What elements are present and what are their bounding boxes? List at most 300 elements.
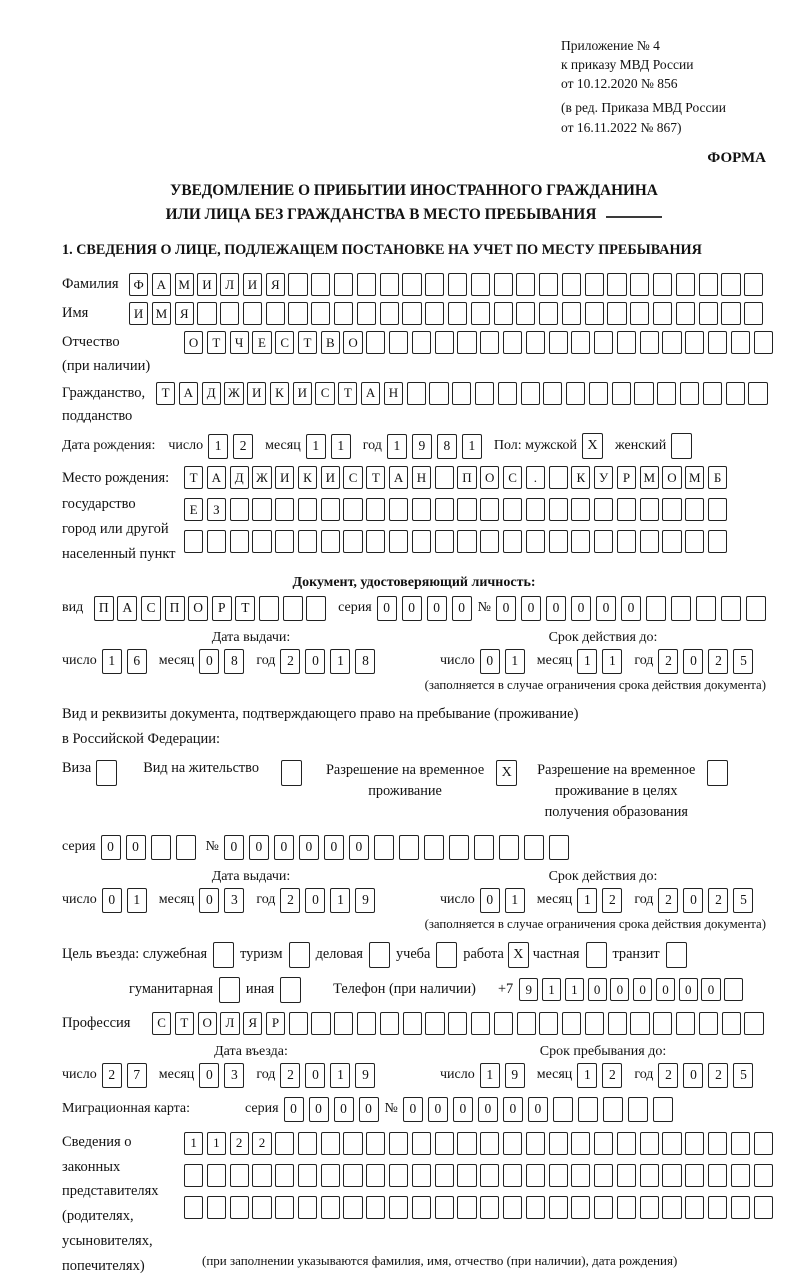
stay-year-input[interactable]	[658, 1063, 753, 1088]
phone-input[interactable]	[519, 978, 743, 1001]
form-cell[interactable]	[435, 331, 454, 354]
form-cell[interactable]	[721, 302, 740, 325]
form-cell[interactable]	[526, 1164, 545, 1187]
form-cell[interactable]	[457, 1132, 476, 1155]
form-cell[interactable]	[685, 498, 704, 521]
form-cell[interactable]	[526, 498, 545, 521]
form-cell[interactable]	[549, 530, 568, 553]
form-cell[interactable]	[343, 498, 362, 521]
birth-year-input[interactable]	[387, 434, 482, 459]
form-cell[interactable]	[724, 978, 743, 1001]
form-cell[interactable]: А	[207, 466, 226, 489]
form-cell[interactable]: 0	[402, 596, 422, 621]
form-cell[interactable]	[708, 530, 727, 553]
form-cell[interactable]	[721, 596, 741, 621]
form-cell[interactable]	[412, 1196, 431, 1219]
form-cell[interactable]	[471, 273, 490, 296]
form-cell[interactable]: Д	[202, 382, 221, 405]
form-cell[interactable]	[334, 273, 353, 296]
form-cell[interactable]	[549, 331, 568, 354]
citizenship-input[interactable]	[156, 382, 768, 405]
purpose-other-checkbox[interactable]	[280, 977, 301, 1003]
form-cell[interactable]: И	[293, 382, 312, 405]
form-cell[interactable]: У	[594, 466, 613, 489]
form-cell[interactable]	[151, 835, 171, 860]
form-cell[interactable]	[425, 1012, 444, 1035]
form-cell[interactable]	[594, 530, 613, 553]
form-cell[interactable]	[708, 1132, 727, 1155]
form-cell[interactable]: 0	[480, 888, 500, 913]
form-cell[interactable]	[685, 331, 704, 354]
form-cell[interactable]: Т	[175, 1012, 194, 1035]
form-cell[interactable]	[662, 1164, 681, 1187]
form-cell[interactable]	[184, 1196, 203, 1219]
form-cell[interactable]	[676, 1012, 695, 1035]
form-cell[interactable]: 5	[733, 1063, 753, 1088]
form-cell[interactable]: Я	[266, 273, 285, 296]
birth-month-input[interactable]	[306, 434, 351, 459]
form-cell[interactable]	[425, 302, 444, 325]
form-cell[interactable]: 0	[305, 888, 325, 913]
form-cell[interactable]: 1	[330, 649, 350, 674]
form-cell[interactable]	[526, 1196, 545, 1219]
form-cell[interactable]	[280, 977, 301, 1003]
form-cell[interactable]	[653, 1012, 672, 1035]
form-cell[interactable]	[699, 302, 718, 325]
purpose-study-checkbox[interactable]	[436, 942, 457, 968]
form-cell[interactable]: Ж	[252, 466, 271, 489]
form-cell[interactable]	[617, 331, 636, 354]
form-cell[interactable]: А	[179, 382, 198, 405]
form-cell[interactable]	[429, 382, 448, 405]
form-cell[interactable]: 0	[101, 835, 121, 860]
form-cell[interactable]	[366, 1196, 385, 1219]
form-cell[interactable]	[480, 1196, 499, 1219]
form-cell[interactable]	[452, 382, 471, 405]
form-cell[interactable]	[594, 1196, 613, 1219]
form-cell[interactable]: 1	[505, 888, 525, 913]
form-cell[interactable]	[549, 466, 568, 489]
form-cell[interactable]	[640, 1164, 659, 1187]
form-cell[interactable]	[448, 1012, 467, 1035]
form-cell[interactable]: Н	[384, 382, 403, 405]
form-cell[interactable]	[275, 530, 294, 553]
form-cell[interactable]	[562, 302, 581, 325]
form-cell[interactable]	[448, 273, 467, 296]
form-cell[interactable]	[288, 302, 307, 325]
form-cell[interactable]: О	[188, 596, 208, 621]
form-cell[interactable]: 0	[249, 835, 269, 860]
form-cell[interactable]: Д	[230, 466, 249, 489]
form-cell[interactable]	[366, 530, 385, 553]
permit-issue-year-input[interactable]	[280, 888, 375, 913]
purpose-transit-checkbox[interactable]	[666, 942, 687, 968]
form-cell[interactable]	[480, 530, 499, 553]
form-cell[interactable]: П	[94, 596, 114, 621]
form-cell[interactable]	[503, 1132, 522, 1155]
form-cell[interactable]	[275, 1132, 294, 1155]
form-cell[interactable]: С	[275, 331, 294, 354]
purpose-private-checkbox[interactable]	[586, 942, 607, 968]
form-cell[interactable]	[571, 1164, 590, 1187]
form-cell[interactable]	[298, 1164, 317, 1187]
form-cell[interactable]: Т	[298, 331, 317, 354]
sex-male-checkbox[interactable]	[582, 433, 603, 459]
form-cell[interactable]	[435, 498, 454, 521]
form-cell[interactable]	[412, 1164, 431, 1187]
form-cell[interactable]	[744, 302, 763, 325]
form-cell[interactable]	[266, 302, 285, 325]
birth-place-row1-input[interactable]	[184, 466, 727, 489]
form-cell[interactable]: 9	[412, 434, 432, 459]
form-cell[interactable]	[380, 302, 399, 325]
form-cell[interactable]	[594, 331, 613, 354]
form-cell[interactable]: 0	[324, 835, 344, 860]
form-cell[interactable]: 0	[633, 978, 652, 1001]
form-cell[interactable]: И	[197, 273, 216, 296]
form-cell[interactable]	[357, 1012, 376, 1035]
form-cell[interactable]: .	[526, 466, 545, 489]
form-cell[interactable]: 2	[252, 1132, 271, 1155]
form-cell[interactable]	[549, 1132, 568, 1155]
patronymic-input[interactable]	[184, 331, 773, 354]
form-cell[interactable]: Т	[156, 382, 175, 405]
form-cell[interactable]: С	[315, 382, 334, 405]
stay-day-input[interactable]	[480, 1063, 525, 1088]
form-cell[interactable]: 1	[208, 434, 228, 459]
residence-permit-checkbox[interactable]	[281, 760, 302, 786]
form-cell[interactable]: 1	[184, 1132, 203, 1155]
form-cell[interactable]	[539, 302, 558, 325]
form-cell[interactable]	[594, 498, 613, 521]
form-cell[interactable]: Ч	[230, 331, 249, 354]
form-cell[interactable]	[380, 1012, 399, 1035]
form-cell[interactable]	[435, 1132, 454, 1155]
form-cell[interactable]	[407, 382, 426, 405]
form-cell[interactable]: Б	[708, 466, 727, 489]
form-cell[interactable]: В	[321, 331, 340, 354]
form-cell[interactable]: 0	[621, 596, 641, 621]
form-cell[interactable]	[457, 1196, 476, 1219]
form-cell[interactable]: И	[129, 302, 148, 325]
birth-place-row2-input[interactable]	[184, 498, 727, 521]
form-cell[interactable]	[676, 302, 695, 325]
entry-month-input[interactable]	[199, 1063, 244, 1088]
form-cell[interactable]	[207, 1196, 226, 1219]
form-cell[interactable]: 0	[224, 835, 244, 860]
form-cell[interactable]	[435, 530, 454, 553]
form-cell[interactable]: 0	[521, 596, 541, 621]
permit-valid-day-input[interactable]	[480, 888, 525, 913]
doc-valid-day-input[interactable]	[480, 649, 525, 674]
visa-checkbox[interactable]	[96, 760, 117, 786]
form-cell[interactable]	[603, 1097, 623, 1122]
form-cell[interactable]	[499, 835, 519, 860]
form-cell[interactable]: 0	[377, 596, 397, 621]
form-cell[interactable]	[707, 760, 728, 786]
permit-number-input[interactable]	[224, 835, 569, 860]
form-cell[interactable]: Я	[243, 1012, 262, 1035]
form-cell[interactable]: Ф	[129, 273, 148, 296]
form-cell[interactable]	[207, 530, 226, 553]
form-cell[interactable]	[283, 596, 303, 621]
form-cell[interactable]	[243, 302, 262, 325]
form-cell[interactable]: Р	[617, 466, 636, 489]
form-cell[interactable]: 2	[233, 434, 253, 459]
form-cell[interactable]	[334, 1012, 353, 1035]
form-cell[interactable]	[389, 331, 408, 354]
doc-type-input[interactable]	[94, 596, 326, 621]
form-cell[interactable]	[412, 498, 431, 521]
form-cell[interactable]: 1	[577, 649, 597, 674]
sex-female-checkbox[interactable]	[671, 433, 692, 459]
entry-year-input[interactable]	[280, 1063, 375, 1088]
form-cell[interactable]: Р	[266, 1012, 285, 1035]
form-cell[interactable]	[289, 1012, 308, 1035]
doc-valid-month-input[interactable]	[577, 649, 622, 674]
form-cell[interactable]	[685, 1164, 704, 1187]
form-cell[interactable]: 0	[334, 1097, 354, 1122]
purpose-tourism-checkbox[interactable]	[289, 942, 310, 968]
form-cell[interactable]: 8	[437, 434, 457, 459]
form-cell[interactable]	[425, 273, 444, 296]
form-cell[interactable]: 2	[602, 888, 622, 913]
form-cell[interactable]	[298, 1132, 317, 1155]
form-cell[interactable]: И	[243, 273, 262, 296]
form-cell[interactable]	[494, 273, 513, 296]
form-cell[interactable]	[748, 382, 767, 405]
form-cell[interactable]	[311, 1012, 330, 1035]
form-cell[interactable]: Л	[220, 1012, 239, 1035]
form-cell[interactable]	[503, 1164, 522, 1187]
form-cell[interactable]	[343, 1164, 362, 1187]
profession-input[interactable]	[152, 1012, 764, 1035]
form-cell[interactable]	[343, 1196, 362, 1219]
form-cell[interactable]: 8	[224, 649, 244, 674]
form-cell[interactable]	[275, 1164, 294, 1187]
doc-issue-month-input[interactable]	[199, 649, 244, 674]
form-cell[interactable]	[607, 273, 626, 296]
form-cell[interactable]	[680, 382, 699, 405]
form-cell[interactable]: 0	[284, 1097, 304, 1122]
form-cell[interactable]	[503, 1196, 522, 1219]
purpose-humanitarian-checkbox[interactable]	[219, 977, 240, 1003]
form-cell[interactable]: 2	[280, 1063, 300, 1088]
form-cell[interactable]	[699, 273, 718, 296]
form-cell[interactable]: 0	[428, 1097, 448, 1122]
stay-month-input[interactable]	[577, 1063, 622, 1088]
form-cell[interactable]	[96, 760, 117, 786]
form-cell[interactable]: 0	[588, 978, 607, 1001]
form-cell[interactable]	[311, 273, 330, 296]
form-cell[interactable]	[562, 273, 581, 296]
form-cell[interactable]: 0	[305, 649, 325, 674]
form-cell[interactable]	[259, 596, 279, 621]
form-cell[interactable]: 3	[224, 1063, 244, 1088]
form-cell[interactable]	[357, 273, 376, 296]
form-cell[interactable]	[746, 596, 766, 621]
form-cell[interactable]: Т	[207, 331, 226, 354]
form-cell[interactable]	[703, 382, 722, 405]
form-cell[interactable]: Т	[235, 596, 255, 621]
form-cell[interactable]	[475, 382, 494, 405]
form-cell[interactable]: 2	[708, 888, 728, 913]
form-cell[interactable]: 0	[679, 978, 698, 1001]
form-cell[interactable]	[608, 1012, 627, 1035]
form-cell[interactable]: З	[207, 498, 226, 521]
form-cell[interactable]	[526, 331, 545, 354]
form-cell[interactable]	[628, 1097, 648, 1122]
doc-issue-day-input[interactable]	[102, 649, 147, 674]
form-cell[interactable]	[571, 1132, 590, 1155]
form-cell[interactable]: 1	[102, 649, 122, 674]
form-cell[interactable]: 1	[462, 434, 482, 459]
form-cell[interactable]	[685, 1196, 704, 1219]
entry-day-input[interactable]	[102, 1063, 147, 1088]
form-cell[interactable]	[389, 1164, 408, 1187]
form-cell[interactable]: О	[343, 331, 362, 354]
doc-series-input[interactable]	[377, 596, 472, 621]
form-cell[interactable]: 1	[577, 888, 597, 913]
form-cell[interactable]	[653, 1097, 673, 1122]
form-cell[interactable]: 0	[199, 888, 219, 913]
form-cell[interactable]: 9	[355, 888, 375, 913]
form-cell[interactable]	[176, 835, 196, 860]
form-cell[interactable]	[526, 530, 545, 553]
representatives-row3-input[interactable]	[184, 1196, 773, 1219]
form-cell[interactable]: 0	[546, 596, 566, 621]
form-cell[interactable]	[708, 498, 727, 521]
permit-valid-year-input[interactable]	[658, 888, 753, 913]
form-cell[interactable]	[252, 1164, 271, 1187]
form-cell[interactable]	[435, 466, 454, 489]
form-cell[interactable]	[617, 1164, 636, 1187]
form-cell[interactable]	[306, 596, 326, 621]
form-cell[interactable]	[435, 1164, 454, 1187]
form-cell[interactable]	[503, 331, 522, 354]
form-cell[interactable]: 1	[480, 1063, 500, 1088]
form-cell[interactable]	[412, 331, 431, 354]
form-cell[interactable]	[539, 1012, 558, 1035]
form-cell[interactable]	[402, 273, 421, 296]
form-cell[interactable]: С	[152, 1012, 171, 1035]
form-cell[interactable]	[666, 942, 687, 968]
form-cell[interactable]	[389, 1196, 408, 1219]
form-cell[interactable]: 2	[102, 1063, 122, 1088]
form-cell[interactable]	[230, 1196, 249, 1219]
form-cell[interactable]	[754, 1196, 773, 1219]
form-cell[interactable]	[197, 302, 216, 325]
form-cell[interactable]	[403, 1012, 422, 1035]
form-cell[interactable]	[653, 302, 672, 325]
form-cell[interactable]	[640, 530, 659, 553]
form-cell[interactable]	[662, 1196, 681, 1219]
form-cell[interactable]: 1	[330, 888, 350, 913]
form-cell[interactable]	[754, 1164, 773, 1187]
form-cell[interactable]: 0	[274, 835, 294, 860]
form-cell[interactable]	[435, 1196, 454, 1219]
form-cell[interactable]: П	[457, 466, 476, 489]
form-cell[interactable]: 0	[478, 1097, 498, 1122]
form-cell[interactable]	[744, 1012, 763, 1035]
form-cell[interactable]	[662, 530, 681, 553]
form-cell[interactable]	[252, 530, 271, 553]
form-cell[interactable]: 0	[102, 888, 122, 913]
form-cell[interactable]	[321, 530, 340, 553]
form-cell[interactable]	[549, 1196, 568, 1219]
form-cell[interactable]	[220, 302, 239, 325]
form-cell[interactable]: Т	[184, 466, 203, 489]
form-cell[interactable]: 1	[387, 434, 407, 459]
temp-permit-checkbox[interactable]	[496, 760, 517, 786]
form-cell[interactable]	[480, 498, 499, 521]
form-cell[interactable]	[298, 498, 317, 521]
form-cell[interactable]	[571, 498, 590, 521]
form-cell[interactable]	[722, 1012, 741, 1035]
form-cell[interactable]: М	[640, 466, 659, 489]
form-cell[interactable]: 0	[299, 835, 319, 860]
form-cell[interactable]	[230, 530, 249, 553]
purpose-official-checkbox[interactable]	[213, 942, 234, 968]
form-cell[interactable]	[436, 942, 457, 968]
form-cell[interactable]: 0	[683, 649, 703, 674]
form-cell[interactable]	[448, 302, 467, 325]
form-cell[interactable]: 0	[453, 1097, 473, 1122]
form-cell[interactable]: 0	[683, 888, 703, 913]
form-cell[interactable]	[311, 302, 330, 325]
form-cell[interactable]: 0	[503, 1097, 523, 1122]
form-cell[interactable]	[594, 1164, 613, 1187]
form-cell[interactable]: 2	[658, 1063, 678, 1088]
form-cell[interactable]	[571, 530, 590, 553]
purpose-work-checkbox[interactable]	[508, 942, 529, 968]
form-cell[interactable]	[617, 530, 636, 553]
form-cell[interactable]: 0	[610, 978, 629, 1001]
form-cell[interactable]	[252, 1196, 271, 1219]
form-cell[interactable]: К	[270, 382, 289, 405]
form-cell[interactable]	[571, 1196, 590, 1219]
representatives-row1-input[interactable]	[184, 1132, 773, 1155]
given-name-input[interactable]	[129, 302, 763, 325]
form-cell[interactable]	[289, 942, 310, 968]
form-cell[interactable]	[571, 331, 590, 354]
form-cell[interactable]: Е	[252, 331, 271, 354]
birth-day-input[interactable]	[208, 434, 253, 459]
form-cell[interactable]	[230, 498, 249, 521]
form-cell[interactable]	[366, 1132, 385, 1155]
form-cell[interactable]	[589, 382, 608, 405]
form-cell[interactable]	[521, 382, 540, 405]
form-cell[interactable]	[389, 498, 408, 521]
form-cell[interactable]: А	[361, 382, 380, 405]
form-cell[interactable]	[366, 1164, 385, 1187]
form-cell[interactable]: К	[298, 466, 317, 489]
form-cell[interactable]	[402, 302, 421, 325]
form-cell[interactable]: Т	[366, 466, 385, 489]
form-cell[interactable]	[494, 1012, 513, 1035]
form-cell[interactable]: М	[685, 466, 704, 489]
form-cell[interactable]	[526, 1132, 545, 1155]
form-cell[interactable]	[503, 530, 522, 553]
form-cell[interactable]	[708, 1196, 727, 1219]
form-cell[interactable]	[252, 498, 271, 521]
form-cell[interactable]: С	[343, 466, 362, 489]
form-cell[interactable]: О	[480, 466, 499, 489]
form-cell[interactable]	[184, 530, 203, 553]
surname-input[interactable]	[129, 273, 763, 296]
form-cell[interactable]	[207, 1164, 226, 1187]
form-cell[interactable]	[578, 1097, 598, 1122]
